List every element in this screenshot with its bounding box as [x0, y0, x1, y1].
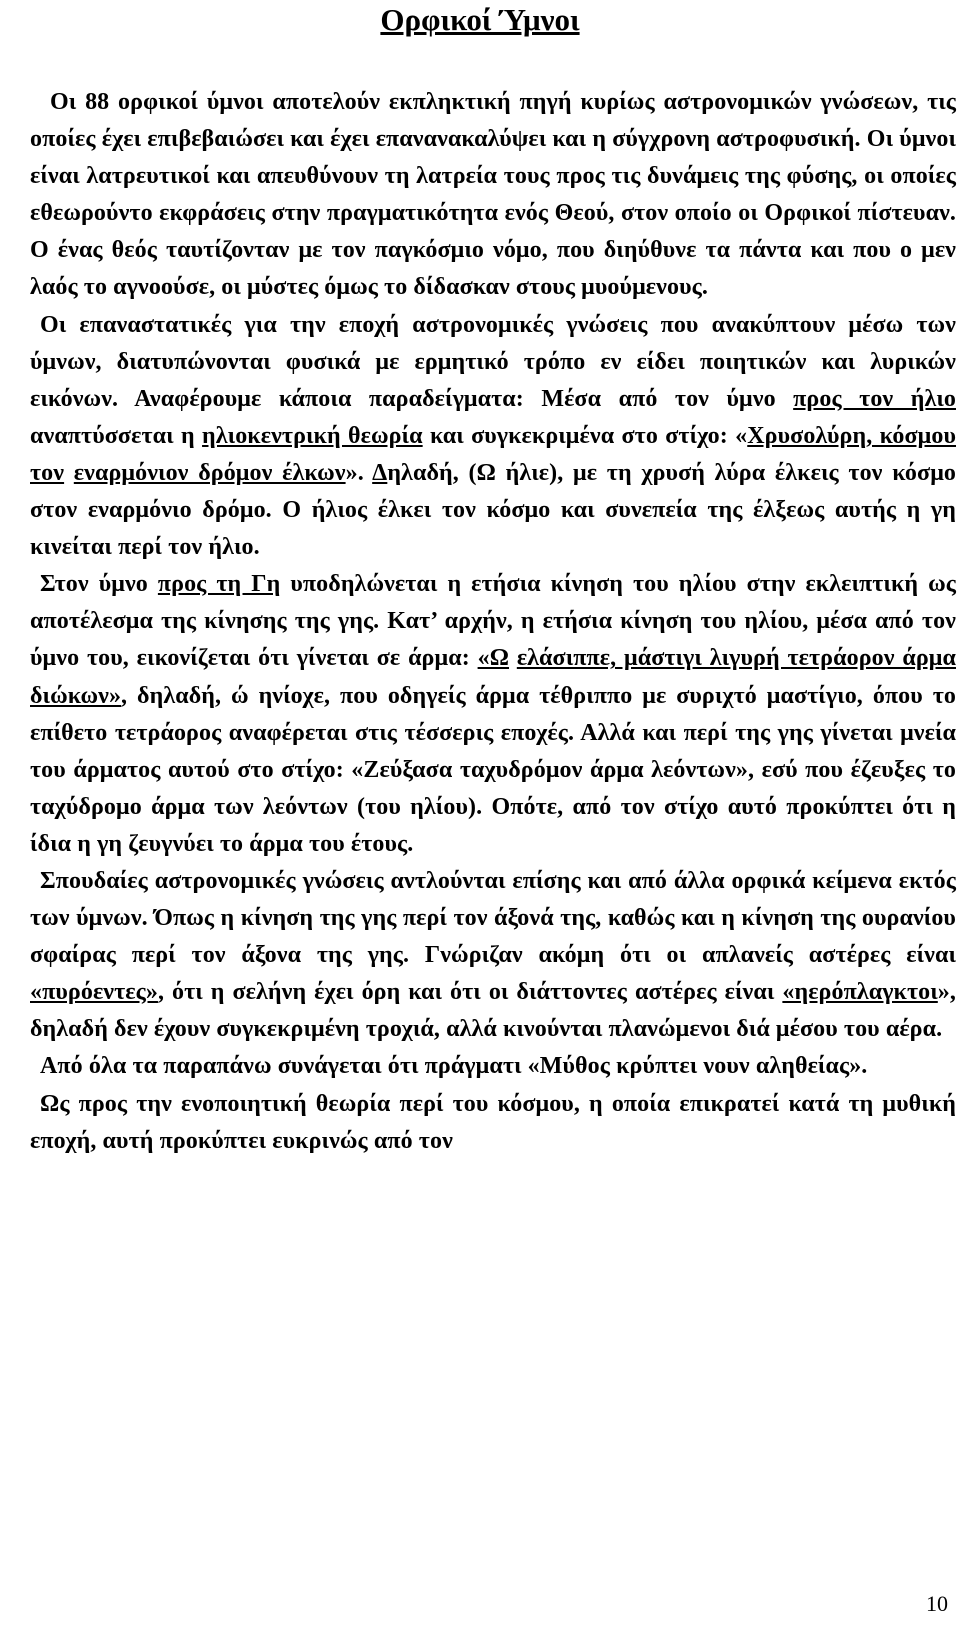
- text-run: Οι επαναστατικές για την εποχή αστρονομικές γνώσεις που ανακύπτουν μέσω των ύμνων, διατυπώνονται φυσικά με ερμητικό τρόπο εν είδει ποιητικών και λυρικών εικόνων. Αναφέρουμε κάποια παραδείγματα: Μέσα από τον ύμνο: [30, 311, 956, 412]
- page-number: 10: [926, 1591, 948, 1616]
- underlined-phrase: «πυρόεντες»: [30, 979, 158, 1006]
- paragraph: [30, 307, 956, 567]
- paragraph: [30, 1086, 956, 1160]
- text-run: ηλαδή, (Ω ήλιε), με τη χρυσή λύρα έλκεις τον κόσμο στον εναρμόνιο δρόμο. Ο ήλιος έλκει τον κόσμο και συνεπεία της έλξεως αυτής η γη κινείται περί τον ήλιο.: [30, 459, 956, 561]
- text-run: Στον ύμνο: [40, 571, 158, 598]
- paragraph: [30, 566, 956, 863]
- text-run: [509, 645, 517, 671]
- underlined-phrase: «ηερόπλαγκτοι: [782, 979, 938, 1006]
- text-run: Σπουδαίες αστρονομικές γνώσεις αντλούνται επίσης και από άλλα ορφικά κείμενα εκτός των ύμνων. Όπως η κίνηση της γης περί τον άξονά της, καθώς και η κίνηση της ουρανίου σφαίρας περί τον άξονα της γης. Γνώριζαν ακόμη ότι οι απλανείς αστέρες είναι: [30, 867, 956, 969]
- text-run: ».: [345, 459, 373, 486]
- text-run: , ότι η σελήνη έχει όρη και ότι οι διάττοντες αστέρες είναι: [157, 979, 783, 1006]
- underlined-phrase: ελάσιππε, μάστιγι λιγυρή τετράορον άρμα διώκων»: [30, 645, 956, 709]
- underlined-phrase: προς τον ήλιο: [793, 385, 956, 412]
- text-run: αναπτύσσεται η: [30, 422, 203, 449]
- text-run: », δηλαδή δεν έχουν συγκεκριμένη τροχιά, αλλά κινούνται πλανώμενοι διά μέσου του αέρα.: [30, 979, 956, 1043]
- text-run: Από όλα τα παραπάνω συνάγεται ότι πράγματι «Μύθος κρύπτει νουν αληθείας».: [40, 1053, 868, 1080]
- underlined-phrase: Δ: [372, 459, 388, 486]
- text-run: , δηλαδή, ώ ηνίοχε, που οδηγείς άρμα τέθριππο με συριχτό μαστίγιο, όπου το επίθετο τετράορος αναφέρεται στις τέσσερις εποχές. Αλλά και περί της γης γίνεται μνεία του άρματος αυτού στο στίχο: «Ζεύξασα ταχυδρόμον άρμα λεόντων», εσύ που έζευξες το ταχύδρομο άρμα των λεόντων (του ηλίου). Οπότε, από τον στίχο αυτό προκύπτει ότι η ίδια η γη ζευγνύει το άρμα του έτους.: [30, 682, 956, 857]
- paragraph: [30, 863, 956, 1048]
- text-run: Οι 88 ορφικοί ύμνοι αποτελούν εκπληκτική πηγή κυρίως αστρονομικών γνώσεων, τις οποίες έχει επιβεβαιώσει και έχει επανανακαλύψει και η σύγχρονη αστροφυσική.: [30, 89, 956, 153]
- text-run: και συγκεκριμένα στο στίχο: «: [422, 422, 748, 449]
- text-run: υποδηλώνεται η ετήσια κίνηση του ηλίου στην εκλειπτική ως αποτέλεσμα της κίνησης της γης. Κατ’ αρχήν, η ετήσια κίνηση του ηλίου, μέσα από τον ύμνο του, εικονίζεται ότι γίνεται σε άρμα:: [30, 571, 956, 672]
- underlined-phrase: «Ω: [477, 645, 510, 672]
- underlined-phrase: εναρμόνιον δρόμον έλκων: [73, 459, 346, 486]
- paragraph: [30, 84, 956, 307]
- underlined-phrase: προς τη Γη: [157, 571, 281, 598]
- underlined-phrase: ηλιοκεντρική θεωρία: [202, 422, 423, 449]
- page-title: Ορφικοί Ύμνοι: [380, 2, 580, 37]
- text-run: Ως προς την ενοποιητική θεωρία περί του κόσμου, η οποία επικρατεί κατά τη μυθική εποχή, αυτή προκύπτει ευκρινώς από τον: [30, 1090, 956, 1154]
- paragraph: [30, 1048, 956, 1085]
- text-run: Οι ύμνοι είναι λατρευτικοί και απευθύνουν τη λατρεία τους προς τις δυνάμεις της φύσης, οι οποίες εθεωρούντο εκφράσεις στην πραγματικότητα ενός Θεού, στον οποίο οι Ορφικοί πίστευαν. Ο ένας θεός ταυτίζονταν με τον παγκόσμιο νόμο, που διηύθυνε τα πάντα και που ο μεν λαός το αγνοούσε, οι μύστες όμως το δίδασκαν στους μυούμενους.: [30, 126, 956, 301]
- text-run: [64, 460, 74, 486]
- body-text: [30, 84, 956, 1160]
- underlined-phrase: Χρυσολύρη, κόσμου τον: [30, 422, 956, 486]
